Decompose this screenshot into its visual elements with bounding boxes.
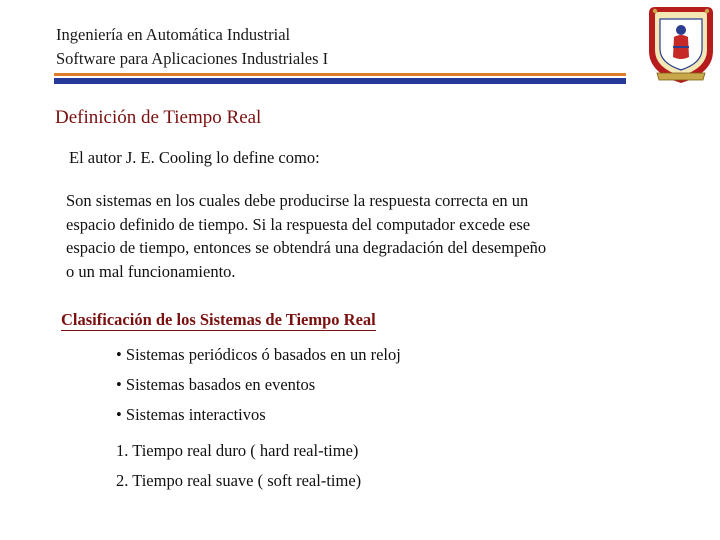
bullet-item: • Sistemas basados en eventos	[116, 375, 316, 394]
bullet-item: • Sistemas periódicos ó basados en un reloj	[116, 345, 401, 364]
intro-text: El autor J. E. Cooling lo define como:	[69, 148, 320, 167]
definition-line: o un mal funcionamiento.	[66, 261, 236, 281]
header-rule-orange	[54, 73, 626, 76]
classification-title	[61, 310, 376, 330]
section-title: Definición de Tiempo Real	[55, 107, 262, 128]
bullet-item: • Sistemas interactivos	[116, 405, 266, 424]
definition-line: espacio definido de tiempo. Si la respuesta del computador excede ese	[66, 214, 531, 234]
numbered-item: 2. Tiempo real suave ( soft real-time)	[116, 471, 362, 490]
classification-title-text: Clasificación de los Sistemas de Tiempo Real	[61, 310, 376, 329]
definition-paragraph	[66, 189, 666, 283]
header-line-2: Software para Aplicaciones Industriales I	[56, 49, 329, 68]
university-crest-icon	[643, 3, 719, 87]
definition-line: espacio de tiempo, entonces se obtendrá una degradación del desempeño	[66, 238, 547, 258]
numbered-item: 1. Tiempo real duro ( hard real-time)	[116, 441, 359, 460]
definition-line: Son sistemas en los cuales debe producirse la respuesta correcta en un	[66, 191, 529, 210]
header-rule-blue	[54, 78, 626, 84]
header-line-1: Ingeniería en Automática Industrial	[56, 25, 291, 44]
